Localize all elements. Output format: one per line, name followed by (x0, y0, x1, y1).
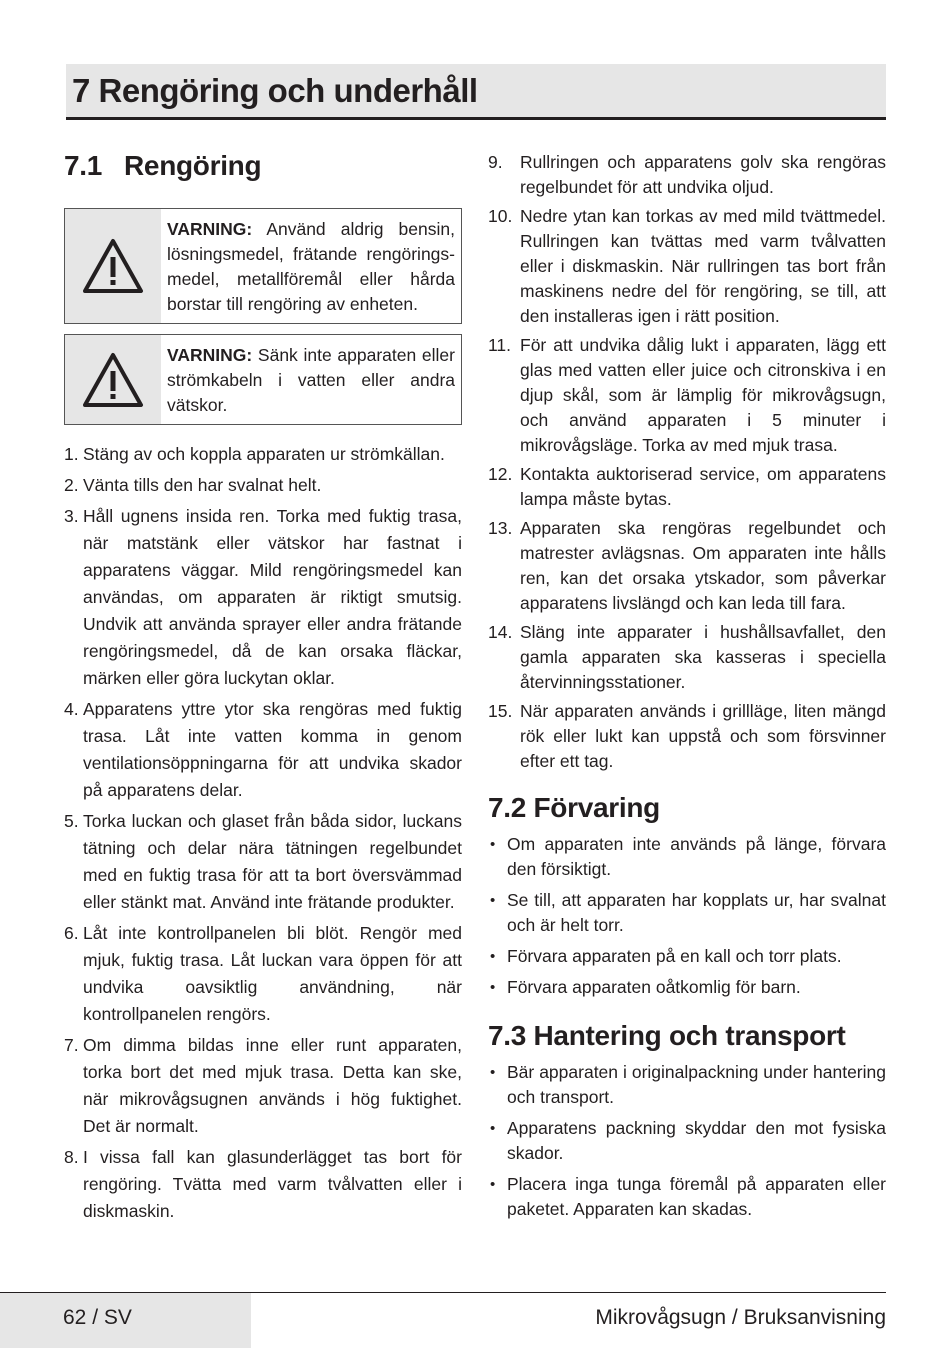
list-item: 14. Släng inte apparater i hushållsavfallet, den gamla apparaten ska kasseras i speciella återvinningsstationer. (488, 622, 886, 692)
list-item: 6. Låt inte kontrollpanelen bli blöt. Rengör med mjuk, fuktig trasa. Låt luckan vara öppen för att undvika oavsiktlig användning, när kontrollpanelen rengörs. (64, 923, 462, 1024)
warning-label: VARNING: (167, 345, 253, 365)
section-title-cleaning (64, 150, 462, 182)
warning-text (161, 335, 461, 424)
list-item: 2. Vänta tills den har svalnat helt. (64, 475, 322, 495)
right-column (488, 150, 886, 1228)
left-column (64, 150, 462, 1229)
handling-bullets (488, 1060, 886, 1222)
warning-label: VARNING: (167, 219, 253, 239)
storage-bullets (488, 832, 886, 1000)
list-item: 5. Torka luckan och glaset från båda sidor, luckans tätning och delar nära tätningen regelbundet med en fuktig trasa för att ta bort översvämmad eller stänkt mat. Använd inte frätande produkter. (64, 811, 462, 912)
chapter-title: 7 Rengöring och underhåll (72, 72, 478, 109)
cleaning-steps-list-continued (488, 150, 886, 774)
list-item: 4. Apparatens yttre ytor ska rengöras med fuktig trasa. Låt inte vatten komma in genom ventilationsöppningarna för att undvika skador på apparatens delar. (64, 699, 462, 800)
list-item: 13. Apparaten ska rengöras regelbundet och matrester avlägsnas. Om apparaten inte hålls ren, kan det orsaka ytskador, som påverkar apparatens livslängd och kan leda till fara. (488, 518, 886, 613)
list-item: 12. Kontakta auktoriserad service, om apparatens lampa måste bytas. (488, 464, 886, 509)
warning-body: Sänk inte apparaten eller strömkabeln i vatten eller andra vätskor. (167, 345, 455, 415)
section-number: 7.1 (64, 150, 103, 181)
cleaning-steps-list (64, 441, 462, 1225)
list-item: • Förvara apparaten oåtkomlig för barn. (490, 977, 801, 997)
list-item: • Förvara apparaten på en kall och torr plats. (490, 946, 842, 966)
list-item: 11. För att undvika dålig lukt i apparaten, lägg ett glas med vatten eller juice och citronskiva i en djup skål, som är lämplig för mikrovågsugn, och använd apparaten i 5 minuter i mikrovågsläge. Torka av med mjuk trasa. (488, 335, 886, 455)
list-item: 9. Rullringen och apparatens golv ska rengöras regelbundet för att undvika oljud. (488, 152, 886, 197)
warning-triangle-icon (65, 209, 161, 323)
warning-box (64, 334, 462, 425)
warning-text (161, 209, 461, 323)
list-item: 3. Håll ugnens insida ren. Torka med fuktig trasa, när matstänk eller vätskor har fastnat i apparatens väggar. Mild rengöringsmedel kan användas, om apparaten är riktigt smutsig. Undvik att använda sprayer eller andra frätande rengöringsmedel, då de kan orsaka fläckar, märken eller göra luckytan oklar. (64, 506, 462, 688)
list-item: • Bär apparaten i originalpackning under hantering och transport. (490, 1062, 886, 1107)
warning-triangle-icon (65, 335, 161, 424)
list-item: • Placera inga tunga föremål på apparaten eller paketet. Apparaten kan skadas. (490, 1174, 886, 1219)
list-item: 7. Om dimma bildas inne eller runt apparaten, torka bort det med mjuk trasa. Detta kan ske, när mikrovågsugnen används i hög fuktighet. Det är normalt. (64, 1035, 462, 1136)
section-name: Rengöring (124, 150, 262, 181)
list-item: • Om apparaten inte används på länge, förvara den försiktigt. (490, 834, 886, 879)
page-number: 62 / SV (63, 1306, 132, 1329)
list-item: • Se till, att apparaten har kopplats ur, har svalnat och är helt torr. (490, 890, 886, 935)
document-title: Mikrovågsugn / Bruksanvisning (595, 1306, 886, 1329)
list-item: 15. När apparaten används i grillläge, liten mängd rök eller lukt kan uppstå och som försvinner efter ett tag. (488, 701, 886, 771)
section-title-handling: 7.3 Hantering och transport (488, 1020, 846, 1051)
chapter-header (66, 64, 886, 120)
warning-box (64, 208, 462, 324)
list-item: 1. Stäng av och koppla apparaten ur strömkällan. (64, 444, 445, 464)
list-item: 10. Nedre ytan kan torkas av med mild tvättmedel. Rullringen kan tvättas med varm tvålvatten eller i diskmaskin. När rullringen tas bort från maskinens nedre del för rengöring, se till, att den installeras igen i rätt position. (488, 206, 886, 326)
warning-body: Använd aldrig bensin, lösningsmedel, frätande rengörings-medel, metallföremål eller hårda borstar till rengöring av enheten. (167, 219, 455, 314)
list-item: 8. I vissa fall kan glasunderlägget tas bort för rengöring. Tvätta med varm tvålvatten eller i diskmaskin. (64, 1147, 462, 1221)
section-title-storage: 7.2 Förvaring (488, 792, 660, 823)
list-item: • Apparatens packning skyddar den mot fysiska skador. (490, 1118, 886, 1163)
